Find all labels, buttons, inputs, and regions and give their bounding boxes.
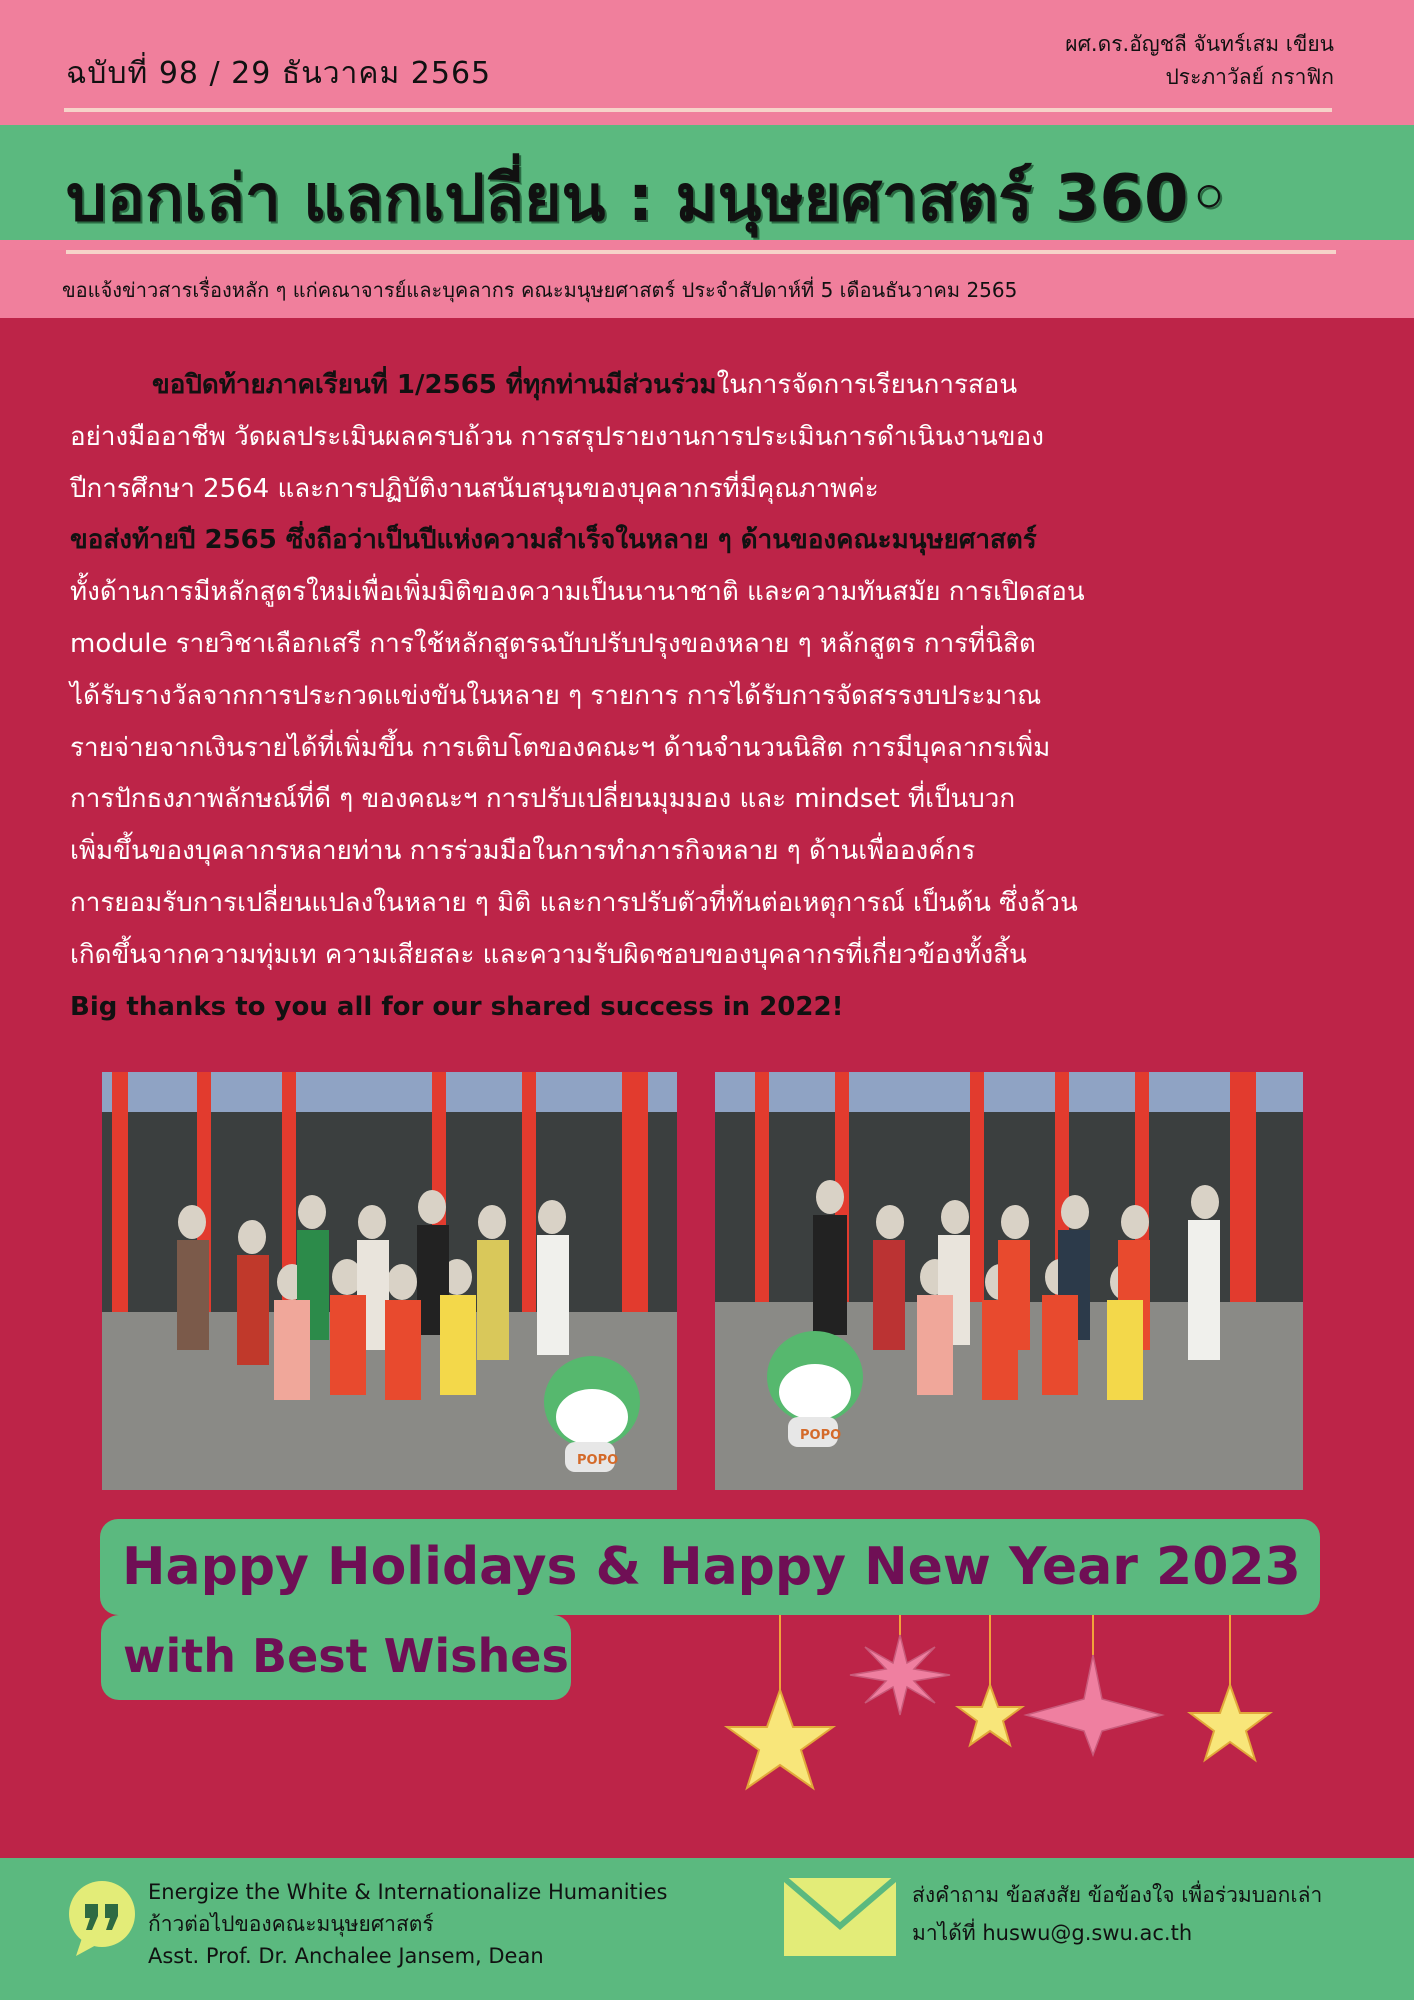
paragraph-line: เกิดขึ้นจากความทุ่มเท ความเสียสละ และความรับผิดชอบของบุคลากรที่เกี่ยวข้องทั้งสิ้น — [70, 939, 1027, 970]
group-photo-left — [102, 1072, 677, 1490]
highlight-line: ขอส่งท้ายปี 2565 ซึ่งถือว่าเป็นปีแห่งความสำเร็จในหลาย ๆ ด้านของคณะมนุษยศาสตร์ — [70, 525, 1037, 556]
footer-line: Energize the White & Internationalize Humanities — [148, 1880, 668, 1904]
paragraph-line: เพิ่มขึ้นของบุคลากรหลายท่าน การร่วมมือในการทำภารกิจหลาย ๆ ด้านเพื่อองค์กร — [70, 836, 976, 867]
star-icon — [727, 1690, 833, 1788]
body-text: ในการจัดการเรียนการสอน — [716, 370, 1018, 400]
mail-icon — [784, 1878, 896, 1956]
footer-line: ก้าวต่อไปของคณะมนุษยศาสตร์ — [148, 1912, 434, 1936]
highlight-text: ขอปิดท้ายภาคเรียนที่ 1/2565 ที่ทุกท่านมีส่วนร่วม — [152, 370, 717, 400]
article-body — [70, 360, 1360, 1033]
footer-line: ส่งคำถาม ข้อสงสัย ข้อข้องใจ เพื่อร่วมบอกเล่า — [912, 1883, 1323, 1907]
title-band — [0, 125, 1414, 240]
footer-email[interactable]: มาได้ที่ huswu@g.swu.ac.th — [912, 1921, 1193, 1945]
star-icon — [1190, 1685, 1270, 1760]
paragraph-line: รายจ่ายจากเงินรายได้ที่เพิ่มขึ้น การเติบโตของคณะฯ ด้านจำนวนนิสิต การมีบุคลากรเพิ่ม — [70, 732, 1051, 763]
divider — [66, 250, 1336, 254]
greeting-banner — [100, 1519, 1320, 1615]
author-credits — [1065, 28, 1334, 94]
subtitle-band — [0, 240, 1414, 318]
footer — [0, 1858, 1414, 2000]
group-photo-right-image — [715, 1072, 1303, 1490]
footer-line: Asst. Prof. Dr. Anchalee Jansem, Dean — [148, 1944, 544, 1968]
svg-text:POPO: POPO — [577, 1453, 619, 1468]
author-writer: ผศ.ดร.อัญชลี จันทร์เสม เขียน — [1065, 32, 1334, 56]
footer-tagline — [148, 1876, 667, 1972]
star-icon — [1026, 1655, 1162, 1755]
footer-contact — [912, 1876, 1322, 1952]
svg-text:POPO: POPO — [800, 1428, 842, 1443]
paragraph-line: ได้รับรางวัลจากการประกวดแข่งขันในหลาย ๆ รายการ การได้รับการจัดสรรงบประมาณ — [70, 680, 1042, 711]
thanks-line: Big thanks to you all for our shared success in 2022! — [70, 991, 844, 1022]
star-icon — [850, 1635, 950, 1715]
hanging-stars-decoration — [700, 1615, 1300, 1815]
author-graphic: ประภาวัลย์ กราฟิก — [1165, 65, 1334, 89]
paragraph-line: module รายวิชาเลือกเสรี การใช้หลักสูตรฉบับปรับปรุงของหลาย ๆ หลักสูตร การที่นิสิต — [70, 628, 1036, 659]
group-photo-left-image — [102, 1072, 677, 1490]
greeting-banner-2 — [101, 1615, 571, 1700]
newsletter-subtitle: ขอแจ้งข่าวสารเรื่องหลัก ๆ แก่คณาจารย์และบุคลากร คณะมนุษยศาสตร์ ประจำสัปดาห์ที่ 5 เดือนธันวาคม 2565 — [62, 278, 1018, 302]
newsletter-title: บอกเล่า แลกเปลี่ยน : มนุษยศาสตร์ 360◦ — [66, 162, 1230, 236]
group-photo-right — [715, 1072, 1303, 1490]
star-icon — [958, 1685, 1022, 1745]
divider — [64, 108, 1332, 112]
paragraph-line: การยอมรับการเปลี่ยนแปลงในหลาย ๆ มิติ และการปรับตัวที่ทันต่อเหตุการณ์ เป็นต้น ซึ่งล้วน — [70, 887, 1078, 918]
header-band — [0, 0, 1414, 125]
paragraph-line: อย่างมืออาชีพ วัดผลประเมินผลครบถ้วน การสรุปรายงานการประเมินการดำเนินงานของ — [70, 421, 1044, 452]
paragraph-line: การปักธงภาพลักษณ์ที่ดี ๆ ของคณะฯ การปรับเปลี่ยนมุมมอง และ mindset ที่เป็นบวก — [70, 784, 1016, 815]
paragraph-line: ทั้งด้านการมีหลักสูตรใหม่เพื่อเพิ่มมิติของความเป็นนานาชาติ และความทันสมัย การเปิดสอน — [70, 577, 1085, 608]
issue-number: ฉบับที่ 98 / 29 ธันวาคม 2565 — [66, 56, 492, 91]
paragraph-line: ปีการศึกษา 2564 และการปฏิบัติงานสนับสนุนของบุคลากรที่มีคุณภาพค่ะ — [70, 473, 879, 504]
greeting-line-2: with Best Wishes — [123, 1629, 569, 1683]
quote-icon — [68, 1880, 136, 1958]
paragraph-line — [70, 360, 1360, 412]
greeting-line-1: Happy Holidays & Happy New Year 2023 — [122, 1537, 1301, 1597]
